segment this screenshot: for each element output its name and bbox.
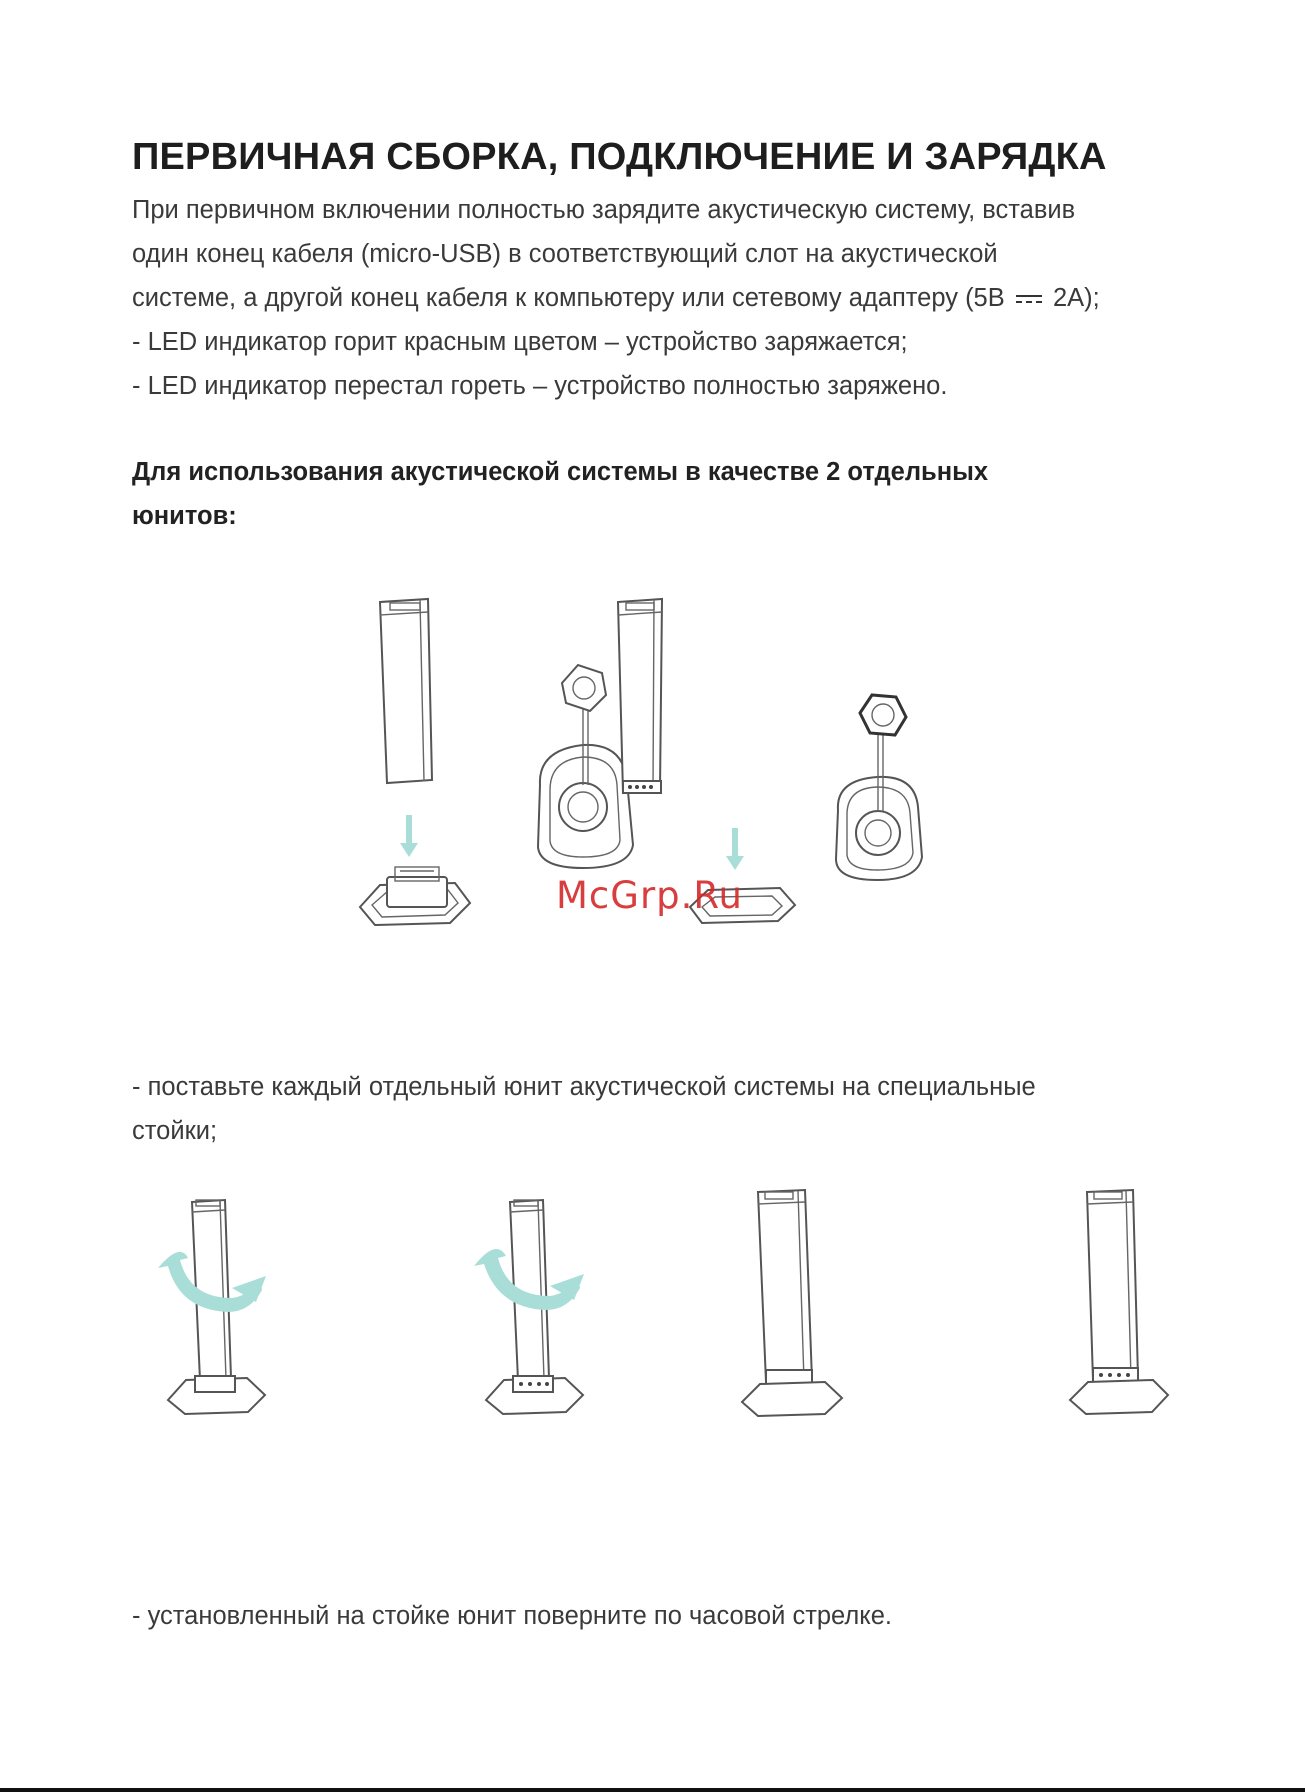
watermark: McGrp.Ru xyxy=(556,874,743,917)
dc-voltage-icon xyxy=(1014,291,1044,307)
step-1-line-2: стойки; xyxy=(132,1117,218,1145)
down-arrow-icon xyxy=(726,828,744,870)
led-charging-line: - LED индикатор горит красным цветом – устройство заряжается; xyxy=(132,328,908,356)
tower-installed-1 xyxy=(742,1190,842,1416)
intro-line-3-end: 2А); xyxy=(1052,284,1100,312)
section-heading-line-2: юнитов: xyxy=(132,502,237,530)
rotation-illustration xyxy=(150,1180,1180,1420)
intro-line-3 xyxy=(132,276,1192,320)
step-1-line-1: - поставьте каждый отдельный юнит акустической системы на специальные xyxy=(132,1073,1036,1101)
step-2-text xyxy=(132,1594,1192,1638)
stand-base-a xyxy=(360,867,470,925)
page-bottom-rule xyxy=(0,1788,1305,1792)
step-2-line: - установленный на стойке юнит поверните по часовой стрелке. xyxy=(132,1602,892,1630)
intro-paragraph xyxy=(132,188,1192,408)
intro-line-3-start: системе, а другой конец кабеля к компьютеру или сетевому адаптеру (5В xyxy=(132,284,1005,312)
page-title: ПЕРВИЧНАЯ СБОРКА, ПОДКЛЮЧЕНИЕ И ЗАРЯДКА xyxy=(132,136,1107,178)
down-arrow-icon xyxy=(400,815,418,857)
section-heading xyxy=(132,450,988,538)
tower-installed-2 xyxy=(1070,1190,1168,1414)
stand-top-view-b xyxy=(836,695,922,880)
led-charged-line: - LED индикатор перестал гореть – устройство полностью заряжено. xyxy=(132,372,948,400)
stand-top-view-a xyxy=(538,665,633,868)
step-1-text xyxy=(132,1065,1192,1153)
speaker-unit-a xyxy=(380,599,432,783)
tower-rotate-1 xyxy=(158,1200,266,1414)
intro-line-2: один конец кабеля (micro-USB) в соответствующий слот на акустической xyxy=(132,240,998,268)
tower-rotate-2 xyxy=(474,1200,584,1414)
section-heading-line-1: Для использования акустической системы в качестве 2 отдельных xyxy=(132,458,989,486)
speaker-unit-b xyxy=(618,599,662,793)
intro-line-1: При первичном включении полностью зарядите акустическую систему, вставив xyxy=(132,196,1076,224)
